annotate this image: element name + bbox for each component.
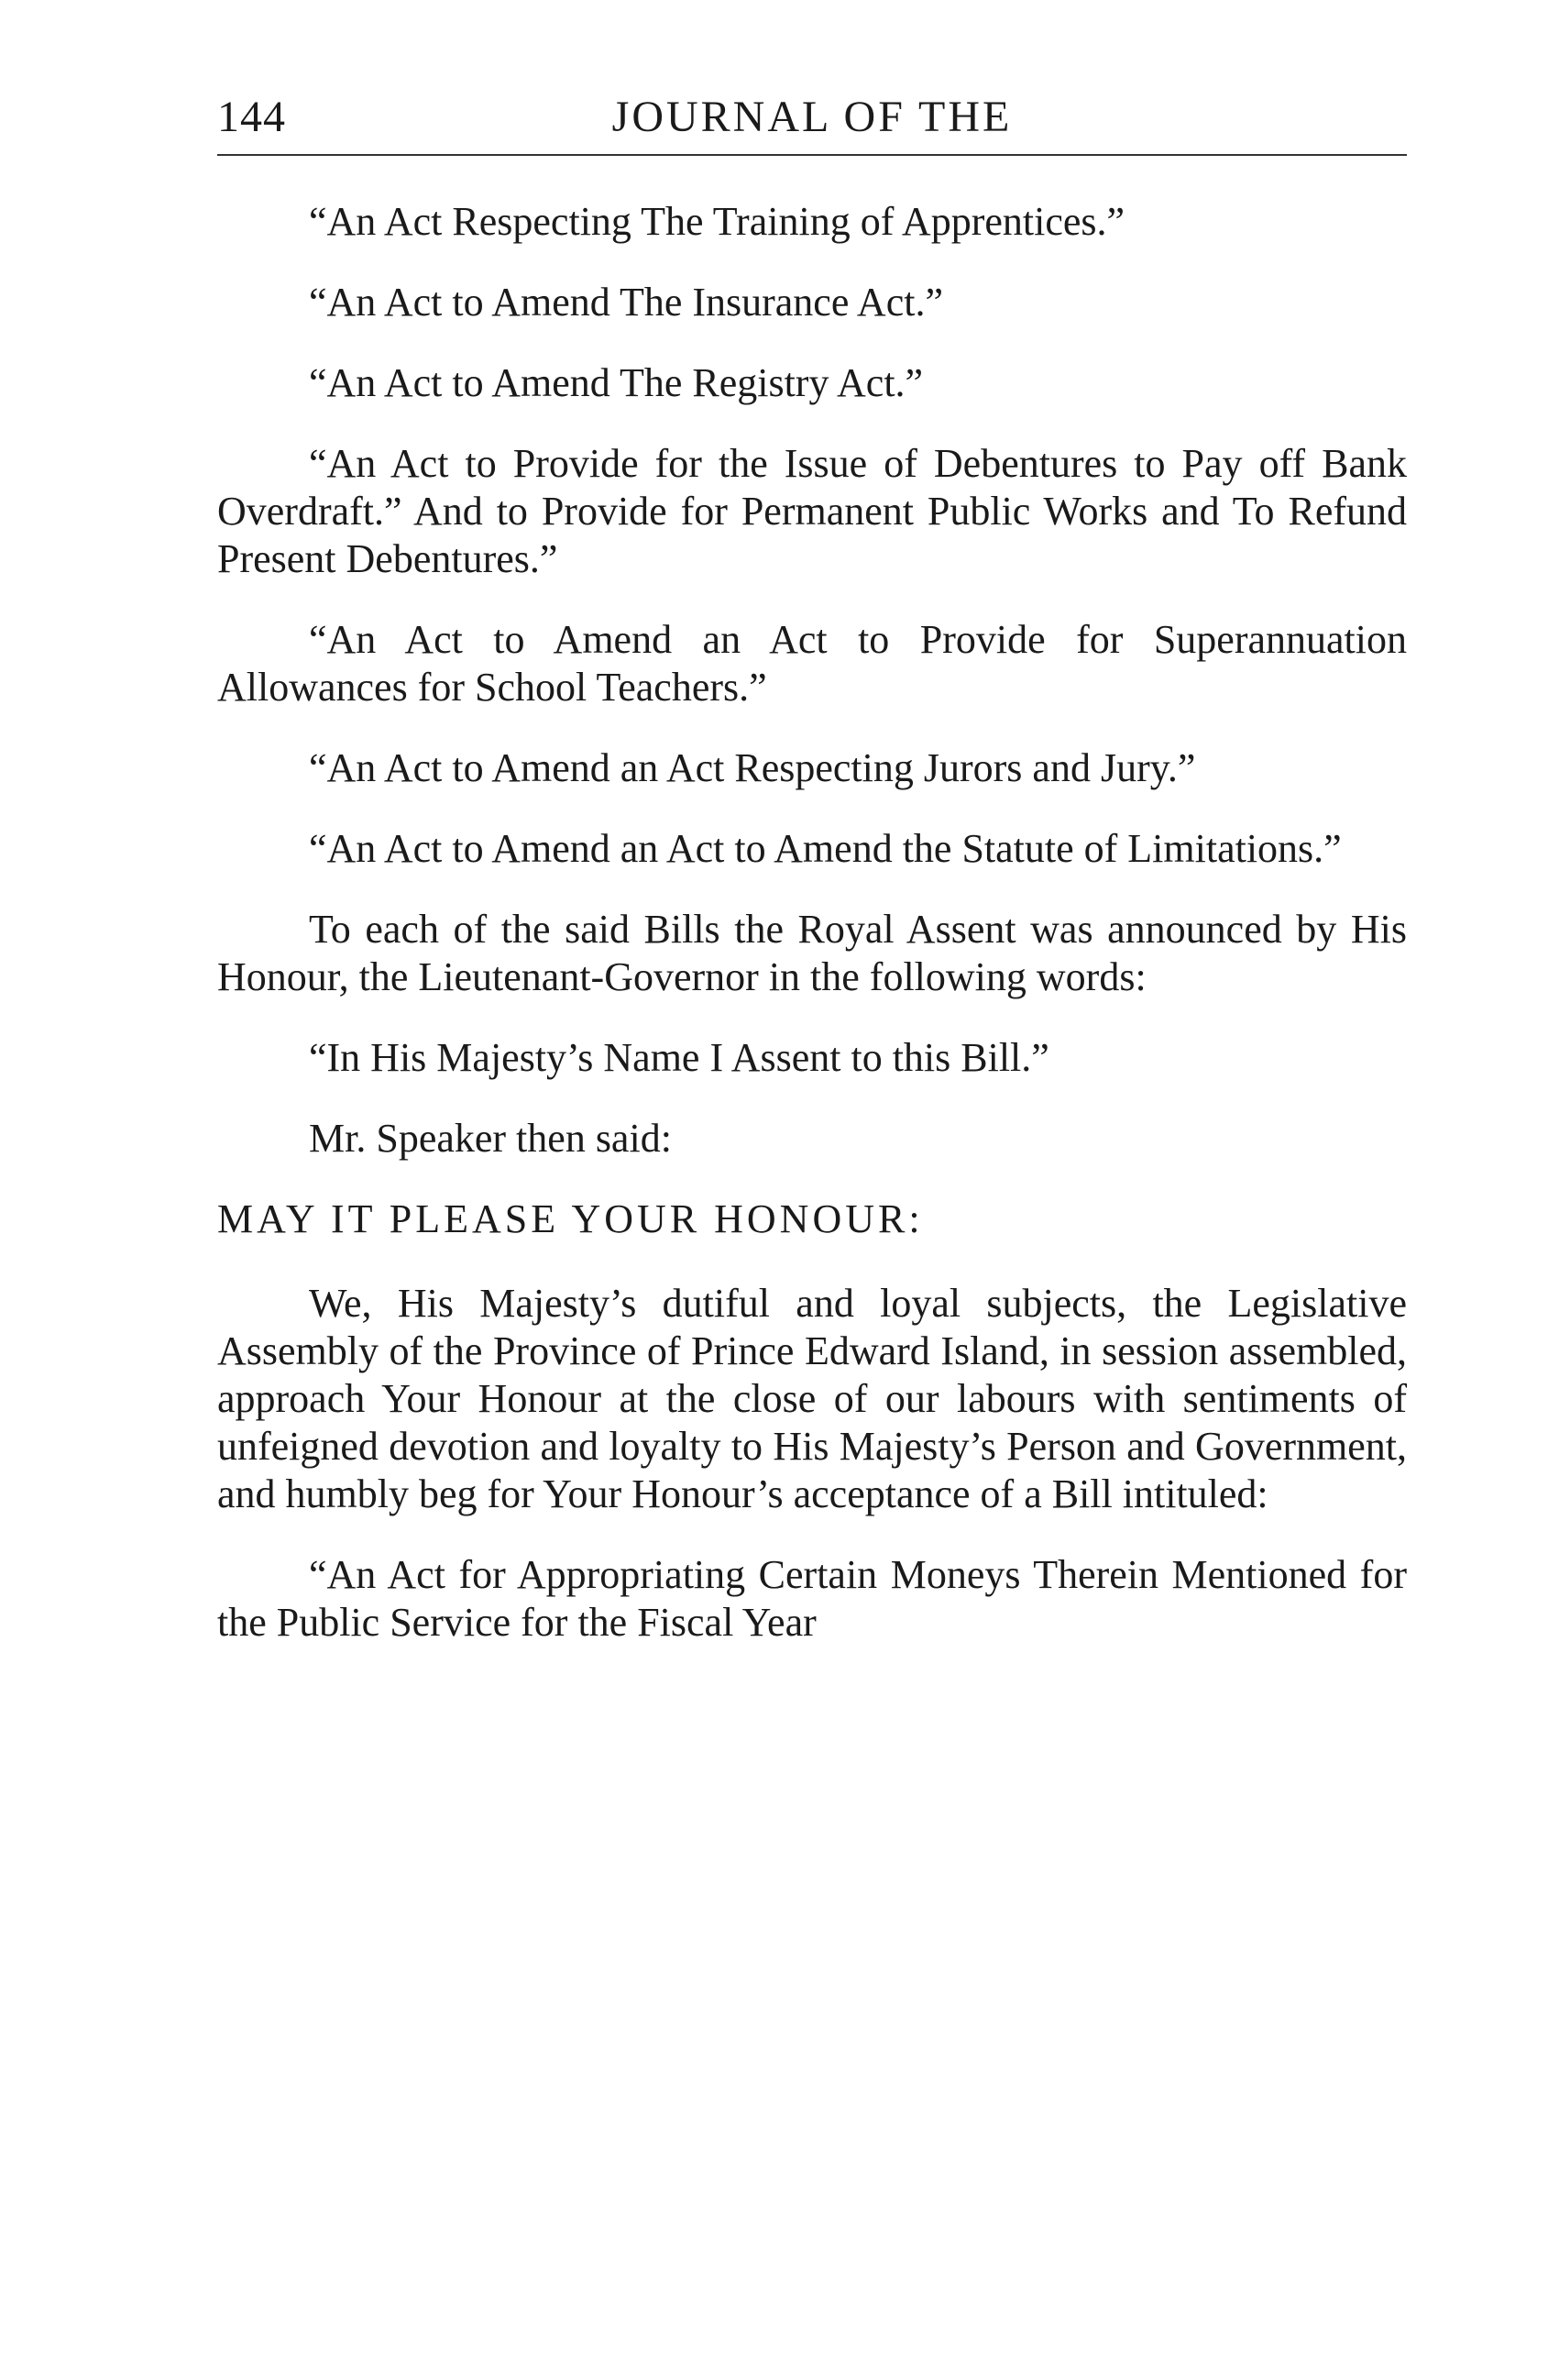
header-rule: [217, 154, 1407, 156]
page-number: 144: [217, 93, 286, 141]
page-header: [217, 92, 1407, 154]
act-title-jurors: “An Act to Amend an Act Respecting Jurors and Jury.”: [309, 745, 1196, 790]
act-title-debentures: “An Act to Provide for the Issue of Debentures to Pay off Bank Overdraft.” And to Provide for Permanent Public Works and To Refund Present Debentures.”: [217, 441, 1407, 581]
address-heading: MAY IT PLEASE YOUR HONOUR:: [217, 1196, 924, 1241]
assent-quote: “In His Majesty’s Name I Assent to this Bill.”: [309, 1035, 1049, 1080]
address-paragraph: We, His Majesty’s dutiful and loyal subjects, the Legislative Assembly of the Province of Prince Edward Island, in session assembled, approach Your Honour at the close of our labours with sentiments of unfeigned devotion and loyalty to His Majesty’s Person and Government, and humbly beg for Your Honour’s acceptance of a Bill intituled:: [217, 1281, 1407, 1516]
act-title-training-apprentices: “An Act Respecting The Training of Apprentices.”: [309, 199, 1125, 244]
act-title-insurance: “An Act to Amend The Insurance Act.”: [309, 280, 943, 325]
act-title-registry: “An Act to Amend The Registry Act.”: [309, 360, 924, 405]
speaker-said: Mr. Speaker then said:: [309, 1116, 672, 1161]
act-title-limitations: “An Act to Amend an Act to Amend the Statute of Limitations.”: [309, 826, 1342, 871]
body-text: [217, 198, 1407, 1647]
running-head: JOURNAL OF THE: [611, 93, 1013, 141]
appropriation-act-title: “An Act for Appropriating Certain Moneys Therein Mentioned for the Public Service for the Fiscal Year: [217, 1552, 1407, 1645]
act-title-superannuation: “An Act to Amend an Act to Provide for Superannuation Allowances for School Teachers.”: [217, 617, 1407, 710]
royal-assent-paragraph: To each of the said Bills the Royal Assent was announced by His Honour, the Lieutenant-Governor in the following words:: [217, 907, 1407, 999]
